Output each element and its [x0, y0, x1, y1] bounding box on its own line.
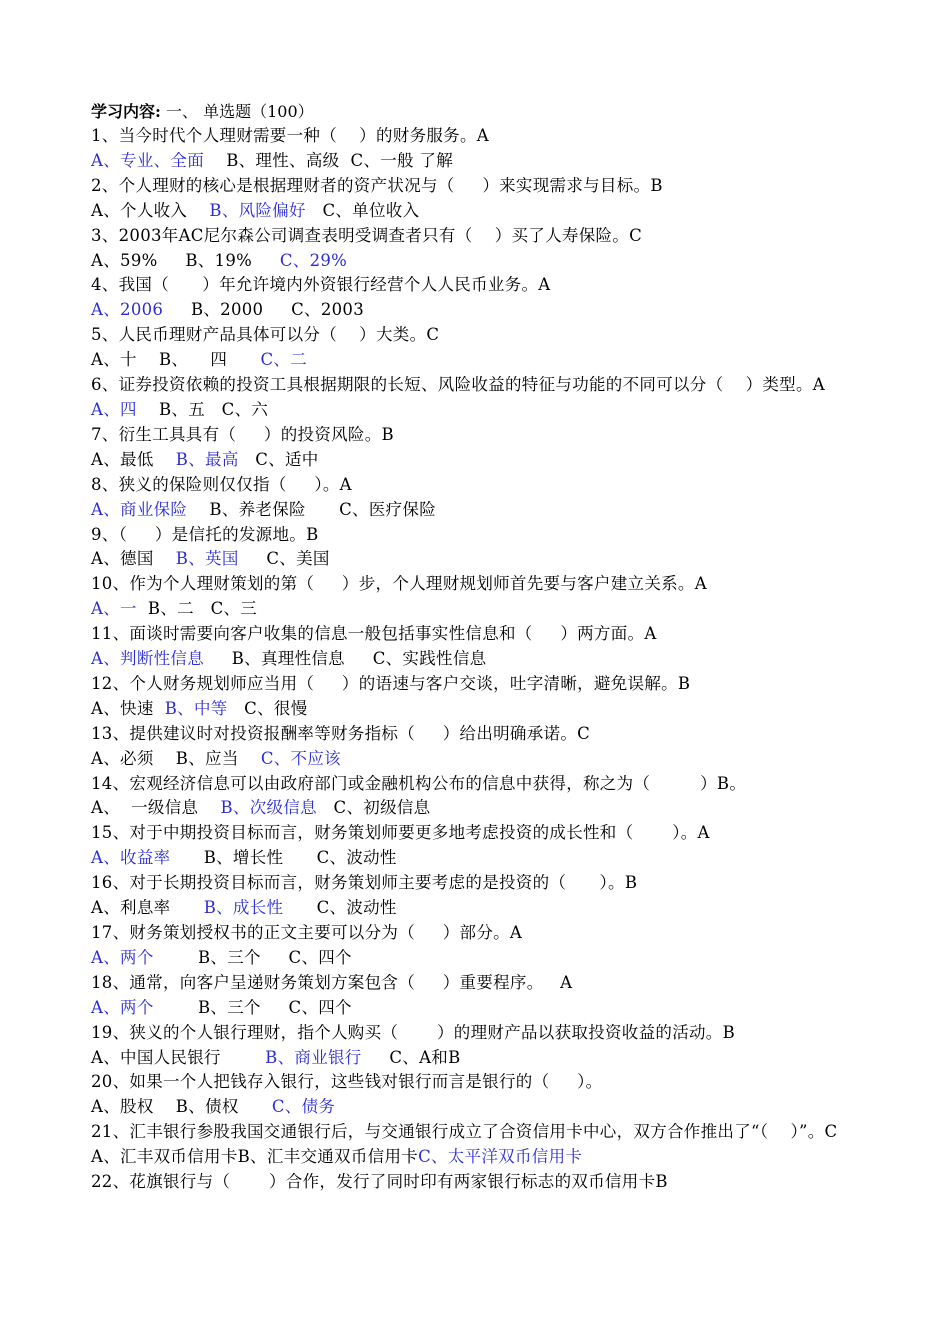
question-list: [91, 99, 881, 1195]
answer-options: [91, 149, 881, 174]
answer-options: [91, 946, 881, 971]
answer-option: B、增长性: [170, 848, 284, 868]
question-stem: 15、对于中期投资目标而言，财务策划师要更多地考虑投资的成长性和（ ）。A: [91, 823, 710, 843]
answer-options: [91, 298, 881, 323]
answer-option: B、五: [136, 399, 206, 419]
answer-option: C、很慢: [227, 698, 308, 718]
answer-option-correct: B、中等: [153, 698, 228, 718]
answer-option: B、汇丰交通双币信用卡: [237, 1147, 419, 1167]
answer-option: A、个人收入: [91, 200, 188, 220]
answer-option: B、二: [136, 599, 194, 619]
heading-section: 一、 单选题（100）: [160, 102, 314, 121]
answer-option-correct: A、专业、全面: [91, 150, 205, 170]
answer-option: C、初级信息: [316, 798, 431, 818]
answer-option: B、应当: [153, 748, 239, 768]
answer-option-correct: A、商业保险: [91, 499, 188, 519]
answer-option: C、A和B: [361, 1047, 461, 1067]
answer-option: C、三: [193, 599, 258, 619]
answer-options: [91, 348, 881, 373]
question-stem: 21、汇丰银行参股我国交通银行后，与交通银行成立了合资信用卡中心，双方合作推出了“（ ）”。C: [91, 1122, 838, 1142]
question-stem: 22、花旗银行与（ ）合作，发行了同时印有两家银行标志的双币信用卡B: [91, 1172, 668, 1192]
answer-options: [91, 398, 881, 423]
answer-option-correct: B、英国: [153, 549, 239, 569]
answer-options: [91, 249, 881, 274]
answer-option-correct: B、次级信息: [198, 798, 317, 818]
answer-option-correct: C、29%: [252, 250, 348, 270]
answer-option: A、快速: [91, 698, 154, 718]
answer-option-correct: A、两个: [91, 997, 154, 1017]
answer-option: B、 四: [136, 350, 228, 370]
question-stem: 16、对于长期投资目标而言，财务策划师主要考虑的是投资的（ ）。B: [91, 873, 638, 893]
answer-option-correct: A、判断性信息: [91, 649, 205, 669]
answer-option: A、利息率: [91, 898, 171, 918]
question-stem: 19、狭义的个人银行理财，指个人购买（ ）的理财产品以获取投资收益的活动。B: [91, 1022, 736, 1042]
answer-option: A、59%: [91, 250, 158, 270]
answer-option-correct: C、债务: [238, 1097, 336, 1117]
answer-option: C、四个: [260, 997, 352, 1017]
question-stem: 9、（ ）是信托的发源地。B: [91, 524, 319, 544]
answer-option-correct: C、太平洋双币信用卡: [418, 1147, 583, 1167]
answer-option: B、真理性信息: [204, 649, 345, 669]
answer-options: [91, 597, 881, 622]
answer-option-correct: B、成长性: [170, 898, 284, 918]
answer-option: B、债权: [153, 1097, 239, 1117]
question-stem: 20、如果一个人把钱存入银行，这些钱对银行而言是银行的（ ）。: [91, 1072, 603, 1092]
answer-options: [91, 1046, 881, 1071]
answer-option: C、波动性: [283, 848, 397, 868]
answer-option: A、中国人民银行: [91, 1047, 221, 1067]
answer-option: A、 一级信息: [91, 798, 199, 818]
answer-option: B、理性、高级: [204, 150, 340, 170]
answer-options: [91, 448, 881, 473]
answer-option-correct: A、一: [91, 599, 137, 619]
answer-option-correct: B、最高: [153, 449, 239, 469]
heading-label: 学习内容:: [91, 102, 161, 121]
answer-options: [91, 1095, 881, 1120]
answer-option: C、波动性: [283, 898, 397, 918]
question-stem: 11、面谈时需要向客户收集的信息一般包括事实性信息和（ ）两方面。A: [91, 624, 657, 644]
answer-option: C、实践性信息: [344, 649, 487, 669]
answer-option: B、三个: [153, 997, 261, 1017]
answer-option: C、医疗保险: [305, 499, 437, 519]
answer-option: A、必须: [91, 748, 154, 768]
question-stem: 2、个人理财的核心是根据理财者的资产状况与（ ）来实现需求与目标。B: [91, 175, 663, 195]
answer-option: A、最低: [91, 449, 154, 469]
answer-options: [91, 647, 881, 672]
question-stem: 8、狭义的保险则仅仅指（ ）。A: [91, 474, 352, 494]
answer-option: B、三个: [153, 947, 261, 967]
section-heading: [91, 99, 881, 124]
answer-option-correct: C、二: [227, 350, 308, 370]
answer-options: [91, 796, 881, 821]
answer-option: B、19%: [157, 250, 253, 270]
answer-options: [91, 846, 881, 871]
question-stem: 18、通常，向客户呈递财务策划方案包含（ ）重要程序。 A: [91, 972, 573, 992]
question-stem: 5、人民币理财产品具体可以分（ ）大类。C: [91, 325, 440, 345]
answer-options: [91, 1145, 881, 1170]
answer-option-correct: A、两个: [91, 947, 154, 967]
answer-option: C、适中: [238, 449, 319, 469]
answer-option: A、德国: [91, 549, 154, 569]
question-stem: 14、宏观经济信息可以由政府部门或金融机构公布的信息中获得，称之为（ ）B。: [91, 773, 747, 793]
answer-option: C、六: [205, 399, 269, 419]
answer-option: B、2000: [163, 300, 264, 320]
answer-option: C、一般 了解: [339, 150, 453, 170]
question-stem: 13、提供建议时对投资报酬率等财务指标（ ）给出明确承诺。C: [91, 723, 591, 743]
answer-option: C、美国: [238, 549, 330, 569]
answer-option: C、单位收入: [305, 200, 420, 220]
answer-option-correct: A、四: [91, 399, 137, 419]
answer-option-correct: A、收益率: [91, 848, 171, 868]
answer-options: [91, 199, 881, 224]
answer-option: B、养老保险: [187, 499, 306, 519]
answer-options: [91, 498, 881, 523]
answer-option: C、四个: [260, 947, 352, 967]
answer-options: [91, 547, 881, 572]
question-stem: 3、2003年AC尼尔森公司调查表明受调查者只有（ ）买了人寿保险。C: [91, 225, 643, 245]
question-stem: 6、证券投资依赖的投资工具根据期限的长短、风险收益的特征与功能的不同可以分（ ）类型。A: [91, 375, 825, 395]
answer-option: A、汇丰双币信用卡: [91, 1147, 238, 1167]
answer-option-correct: B、商业银行: [220, 1047, 362, 1067]
question-stem: 10、作为个人理财策划的第（ ）步，个人理财规划师首先要与客户建立关系。A: [91, 574, 707, 594]
answer-option: A、股权: [91, 1097, 154, 1117]
question-stem: 12、个人财务规划师应当用（ ）的语速与客户交谈，吐字清晰，避免误解。B: [91, 673, 691, 693]
answer-options: [91, 697, 881, 722]
answer-options: [91, 896, 881, 921]
question-stem: 1、当今时代个人理财需要一种（ ）的财务服务。A: [91, 126, 489, 145]
answer-option: A、十: [91, 350, 137, 370]
answer-options: [91, 996, 881, 1021]
answer-option: C、2003: [263, 300, 365, 320]
answer-option-correct: A、2006: [91, 300, 164, 320]
answer-options: [91, 747, 881, 772]
question-stem: 4、我国（ ）年允许境内外资银行经营个人人民币业务。A: [91, 275, 551, 295]
answer-option-correct: B、风险偏好: [187, 200, 306, 220]
answer-option-correct: C、不应该: [238, 748, 341, 768]
question-stem: 7、衍生工具具有（ ）的投资风险。B: [91, 424, 394, 444]
question-stem: 17、财务策划授权书的正文主要可以分为（ ）部分。A: [91, 923, 523, 942]
